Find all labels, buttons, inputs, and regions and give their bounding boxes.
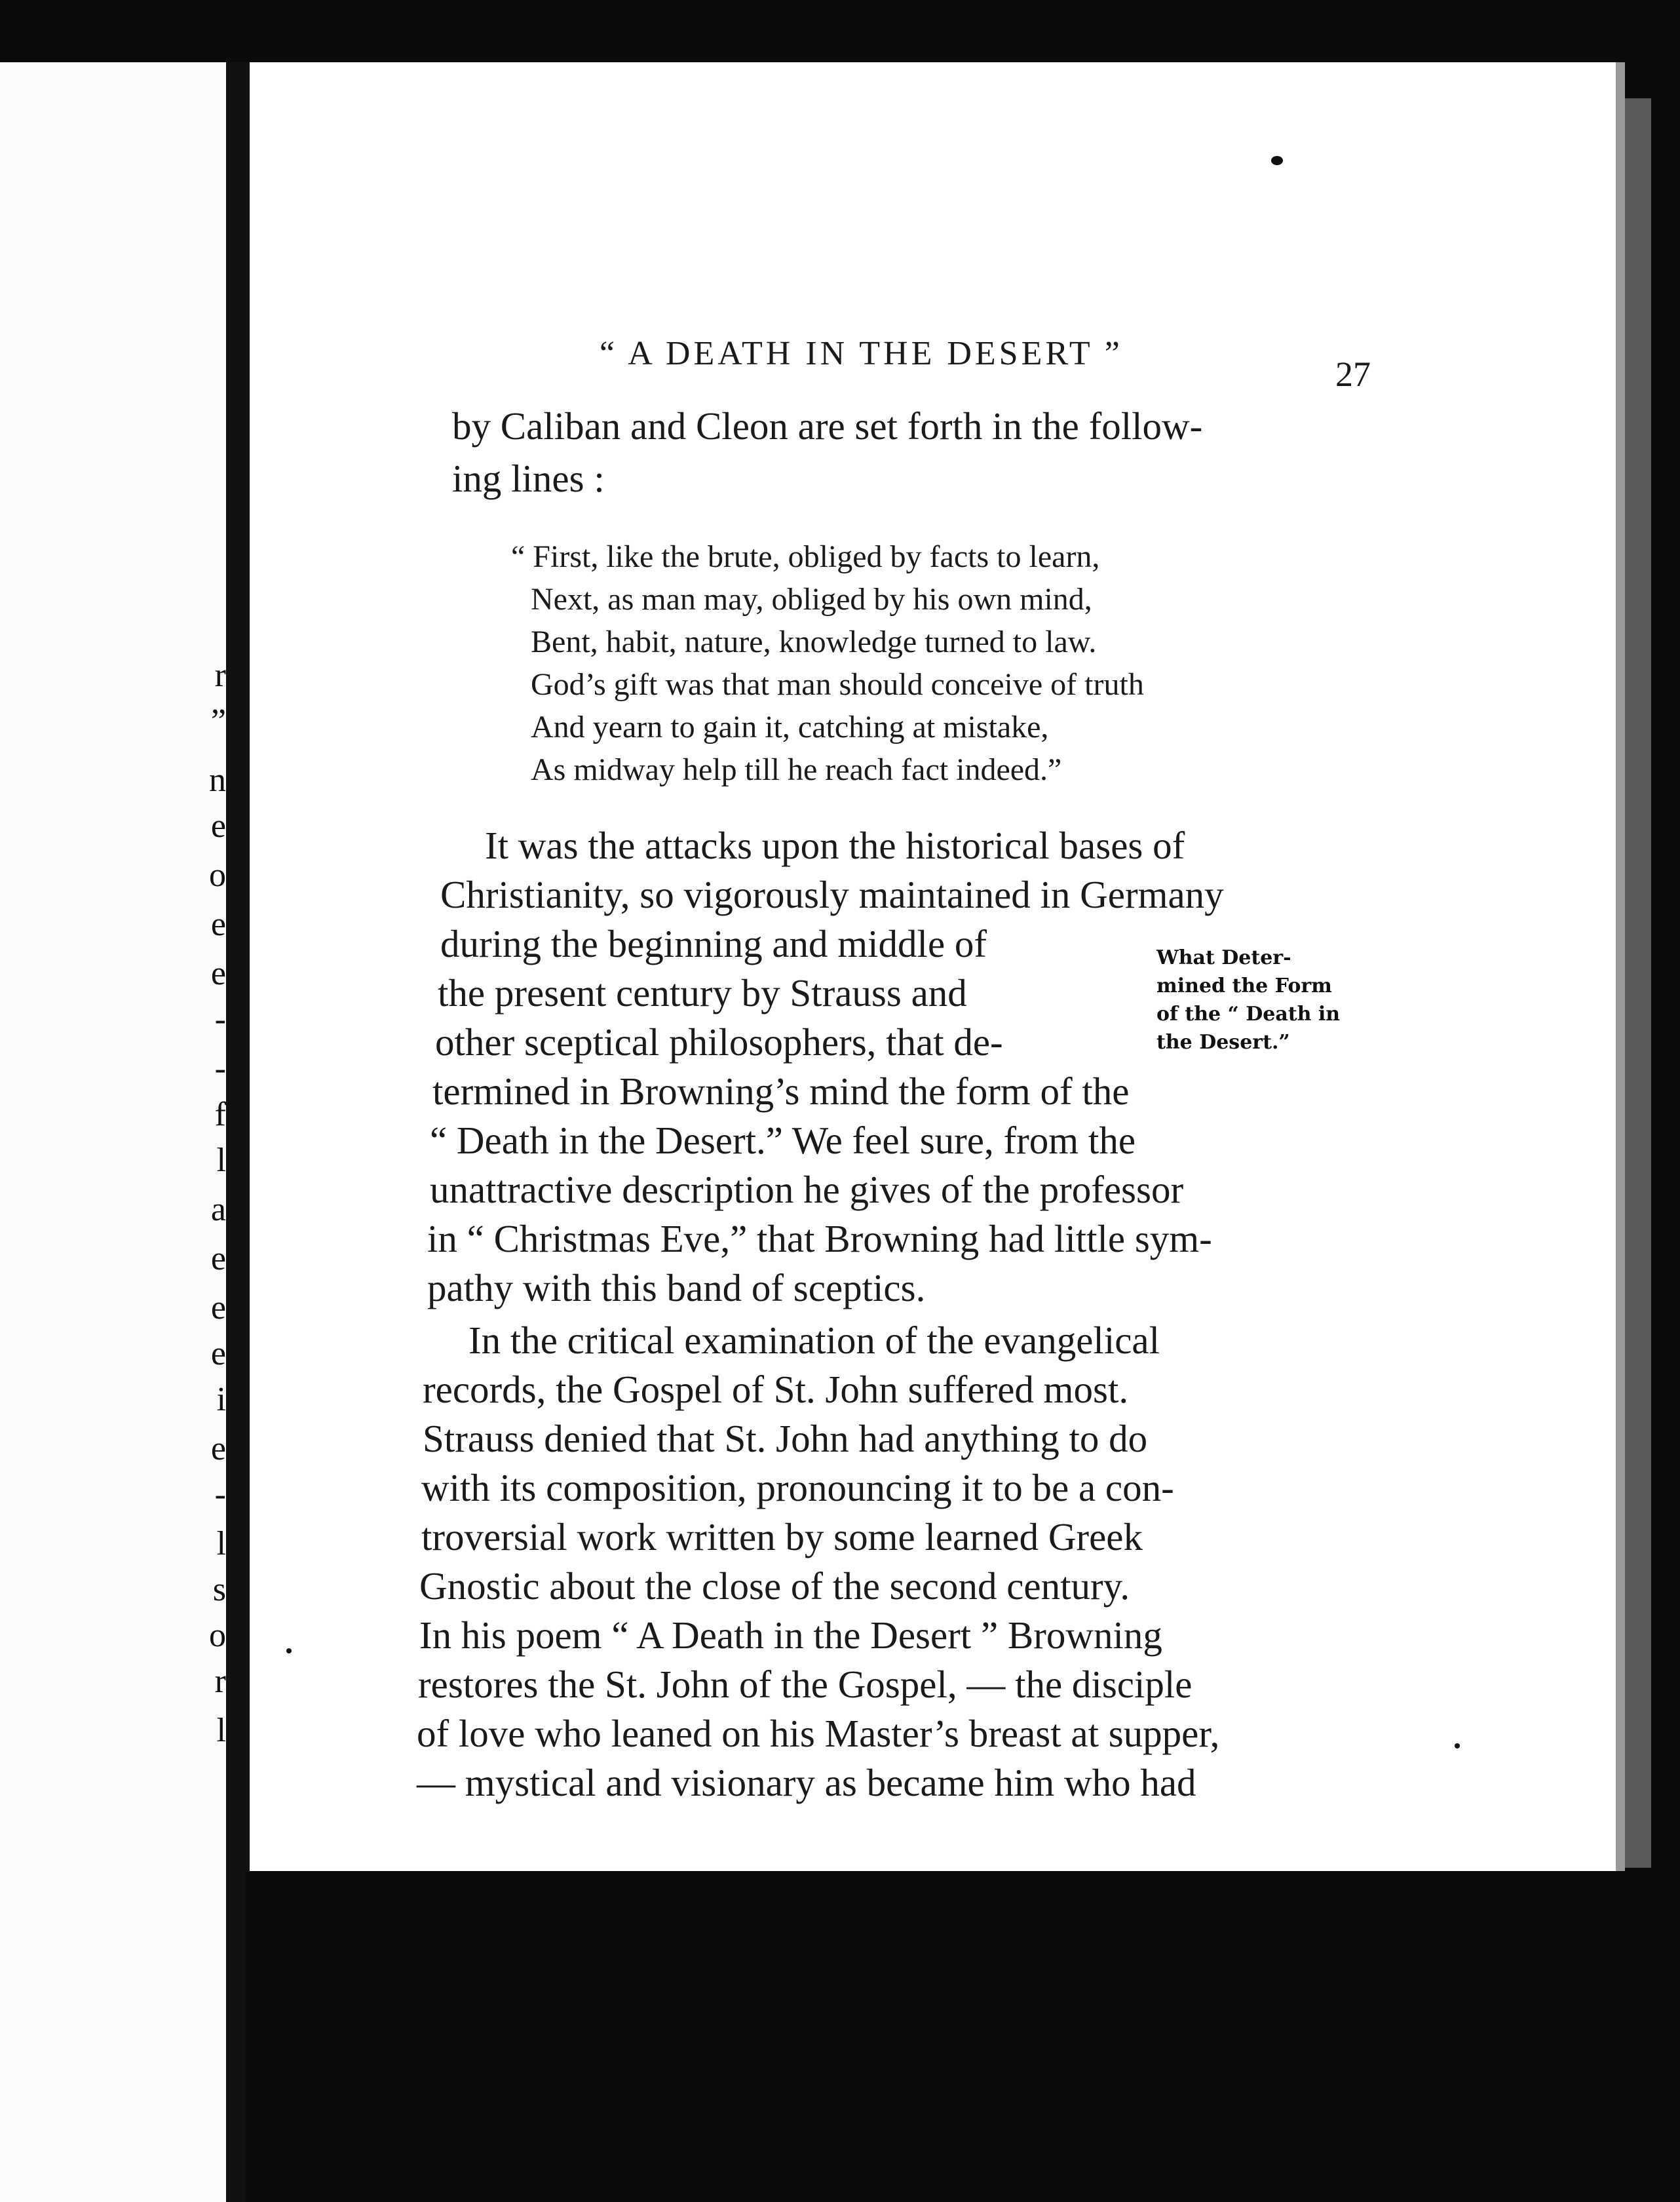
left-page-fragment: - — [214, 1050, 226, 1087]
left-page-fragment: e — [210, 1335, 226, 1372]
margin-note-line: of the “ Death in — [1156, 1003, 1341, 1026]
page-number: 27 — [1335, 355, 1371, 394]
left-page-fragment: l — [216, 1525, 226, 1562]
text-line: pathy with this band of sceptics. — [427, 1266, 926, 1309]
quote-line: Bent, habit, nature, knowledge turned to law. — [531, 625, 1097, 659]
left-page-edge — [0, 62, 229, 2202]
text-line: restores the St. John of the Gospel, — the disciple — [418, 1663, 1193, 1706]
quote-line: As midway help till he reach fact indeed.” — [531, 752, 1062, 787]
margin-note — [1156, 944, 1373, 1056]
left-page-fragment: - — [214, 1001, 226, 1038]
left-page-fragment: n — [209, 762, 226, 799]
running-head: “ A DEATH IN THE DESERT ” — [600, 335, 1123, 372]
left-page-fragment: l — [216, 1142, 226, 1179]
text-line: It was the attacks upon the historical bases of — [485, 824, 1185, 867]
quote-line: And yearn to gain it, catching at mistake, — [531, 710, 1049, 744]
margin-note-line: the Desert.” — [1156, 1031, 1290, 1054]
text-line: termined in Browning’s mind the form of the — [432, 1070, 1130, 1113]
quote-line: “ First, like the brute, obliged by facts to learn, — [511, 539, 1100, 574]
left-page-fragment: e — [210, 1289, 226, 1326]
text-line: the present century by Strauss and — [438, 971, 967, 1014]
text-line: other sceptical philosophers, that de- — [435, 1020, 1003, 1064]
margin-note-line: mined the Form — [1156, 975, 1332, 997]
text-line: Gnostic about the close of the second century. — [419, 1564, 1130, 1608]
text-line: ing lines : — [452, 457, 605, 500]
ink-speck — [286, 1648, 292, 1653]
text-line: Strauss denied that St. John had anything to do — [423, 1417, 1148, 1460]
text-line: records, the Gospel of St. John suffered most. — [423, 1368, 1129, 1411]
text-line: In the critical examination of the evangelical — [468, 1319, 1160, 1362]
left-page-fragment: e — [210, 807, 226, 845]
scan-bottom-margin — [246, 1871, 1680, 2202]
margin-note-line: What Deter- — [1156, 946, 1291, 969]
quote-line: God’s gift was that man should conceive of truth — [531, 667, 1144, 702]
text-line: troversial work written by some learned Greek — [421, 1515, 1143, 1558]
text-line: In his poem “ A Death in the Desert ” Browning — [419, 1613, 1162, 1657]
left-page-fragment: r — [214, 1663, 226, 1700]
left-page-fragment: ” — [210, 703, 226, 740]
text-line: by Caliban and Cleon are set forth in the follow- — [452, 404, 1203, 448]
page-edge-shadow — [1625, 98, 1651, 1868]
left-page-fragment: o — [209, 857, 226, 894]
left-page-fragment: f — [214, 1096, 226, 1133]
left-page-fragment: e — [210, 1240, 226, 1277]
text-line: in “ Christmas Eve,” that Browning had little sym- — [427, 1217, 1212, 1260]
text-line: of love who leaned on his Master’s breast at supper, — [417, 1712, 1220, 1755]
quote-line: Next, as man may, obliged by his own mind, — [531, 582, 1092, 617]
ink-speck — [1271, 156, 1283, 165]
text-line: Christianity, so vigorously maintained in Germany — [440, 873, 1224, 916]
text-line: unattractive description he gives of the professor — [430, 1168, 1184, 1211]
left-page-fragment: i — [216, 1381, 226, 1418]
left-page-fragment: - — [214, 1476, 226, 1513]
text-line: during the beginning and middle of — [440, 922, 987, 965]
left-page-fragment: e — [210, 1430, 226, 1467]
ink-speck — [1455, 1743, 1460, 1748]
text-line: “ Death in the Desert.” We feel sure, from the — [430, 1119, 1136, 1162]
left-page-fragment: l — [216, 1712, 226, 1749]
text-line: with its composition, pronouncing it to be a con- — [421, 1466, 1174, 1509]
text-line: — mystical and visionary as became him who had — [417, 1761, 1196, 1804]
book-gutter — [226, 62, 246, 2202]
left-page-fragment: s — [212, 1571, 226, 1608]
left-page-fragment: e — [210, 906, 226, 943]
left-page-fragment: a — [210, 1191, 226, 1228]
left-page-fragment: r — [214, 657, 226, 694]
left-page-fragment: o — [209, 1617, 226, 1654]
left-page-fragment: e — [210, 955, 226, 992]
